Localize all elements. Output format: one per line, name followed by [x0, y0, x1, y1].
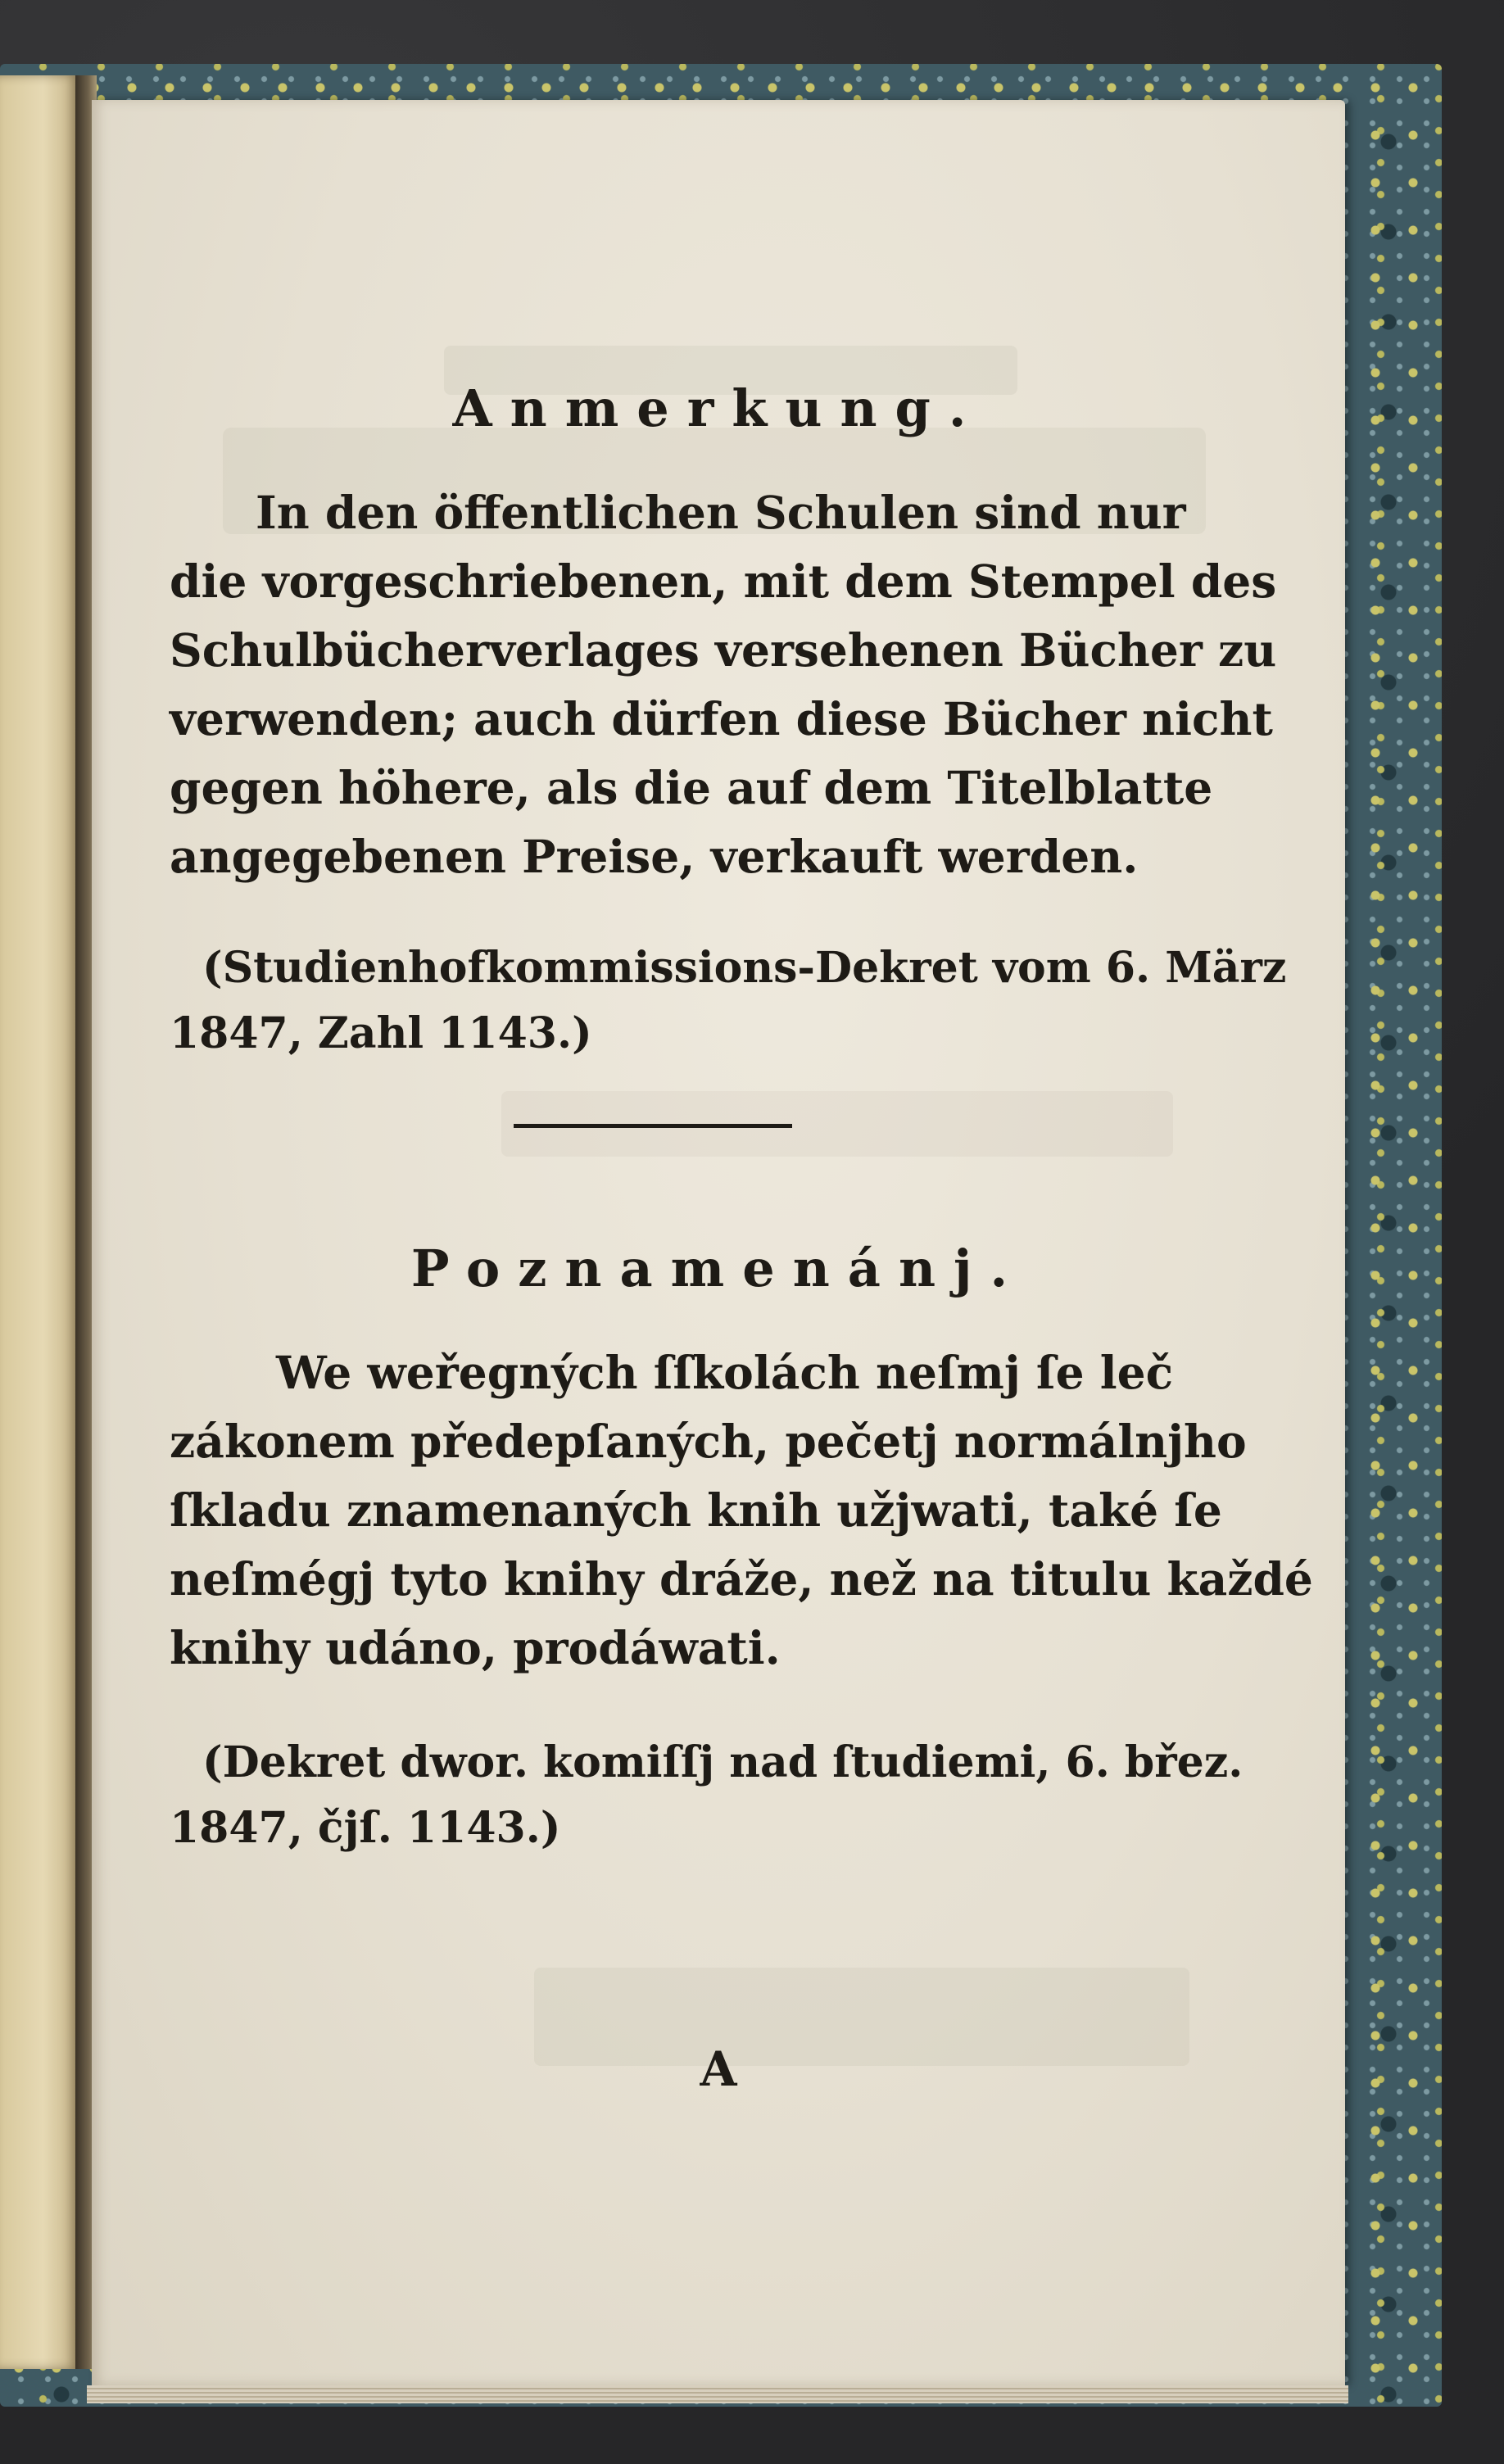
- german-note-line: (Studienhofkommissions-Dekret vom 6. März: [202, 943, 1287, 993]
- facing-page-edge: [0, 75, 79, 2369]
- german-line: gegen höhere, als die auf dem Titelblatte: [170, 761, 1213, 814]
- czech-line: We weřegných ſſkolách neſmj ſe leč: [276, 1346, 1174, 1399]
- german-line: verwenden; auch dürfen diese Bücher nicht: [170, 692, 1273, 745]
- czech-line: neſmégj tyto knihy dráže, než na titulu každé: [170, 1552, 1313, 1606]
- czech-note-line: 1847, čjſ. 1143.): [170, 1803, 561, 1853]
- german-note-line: 1847, Zahl 1143.): [170, 1008, 592, 1058]
- czech-note-line: (Dekret dwor. komiſſj nad ſtudiemi, 6. břez.: [202, 1737, 1244, 1787]
- czech-paragraph: [170, 1338, 1313, 1683]
- czech-note: [170, 1730, 1244, 1861]
- signature-mark: A: [700, 2041, 737, 2097]
- german-line: angegebenen Preise, verkauft werden.: [170, 830, 1139, 883]
- german-line: die vorgeschriebenen, mit dem Stempel des: [170, 555, 1277, 608]
- german-note: [170, 935, 1287, 1067]
- german-line: In den öffentlichen Schulen sind nur: [256, 486, 1186, 539]
- czech-heading: Poznamenánj.: [410, 1239, 1026, 1298]
- german-line: Schulbücherverlages versehenen Bücher zu: [170, 623, 1277, 677]
- german-paragraph: [170, 478, 1277, 891]
- czech-line: ſkladu znamenaných knih užjwati, také ſe: [170, 1483, 1222, 1537]
- book-page: [92, 100, 1345, 2385]
- german-heading: Anmerkung.: [452, 378, 985, 438]
- page-content: [92, 100, 1345, 2385]
- czech-line: zákonem předepſaných, pečetj normálnjho: [170, 1415, 1247, 1468]
- section-divider: [514, 1124, 792, 1128]
- czech-line: knihy udáno, prodáwati.: [170, 1621, 781, 1674]
